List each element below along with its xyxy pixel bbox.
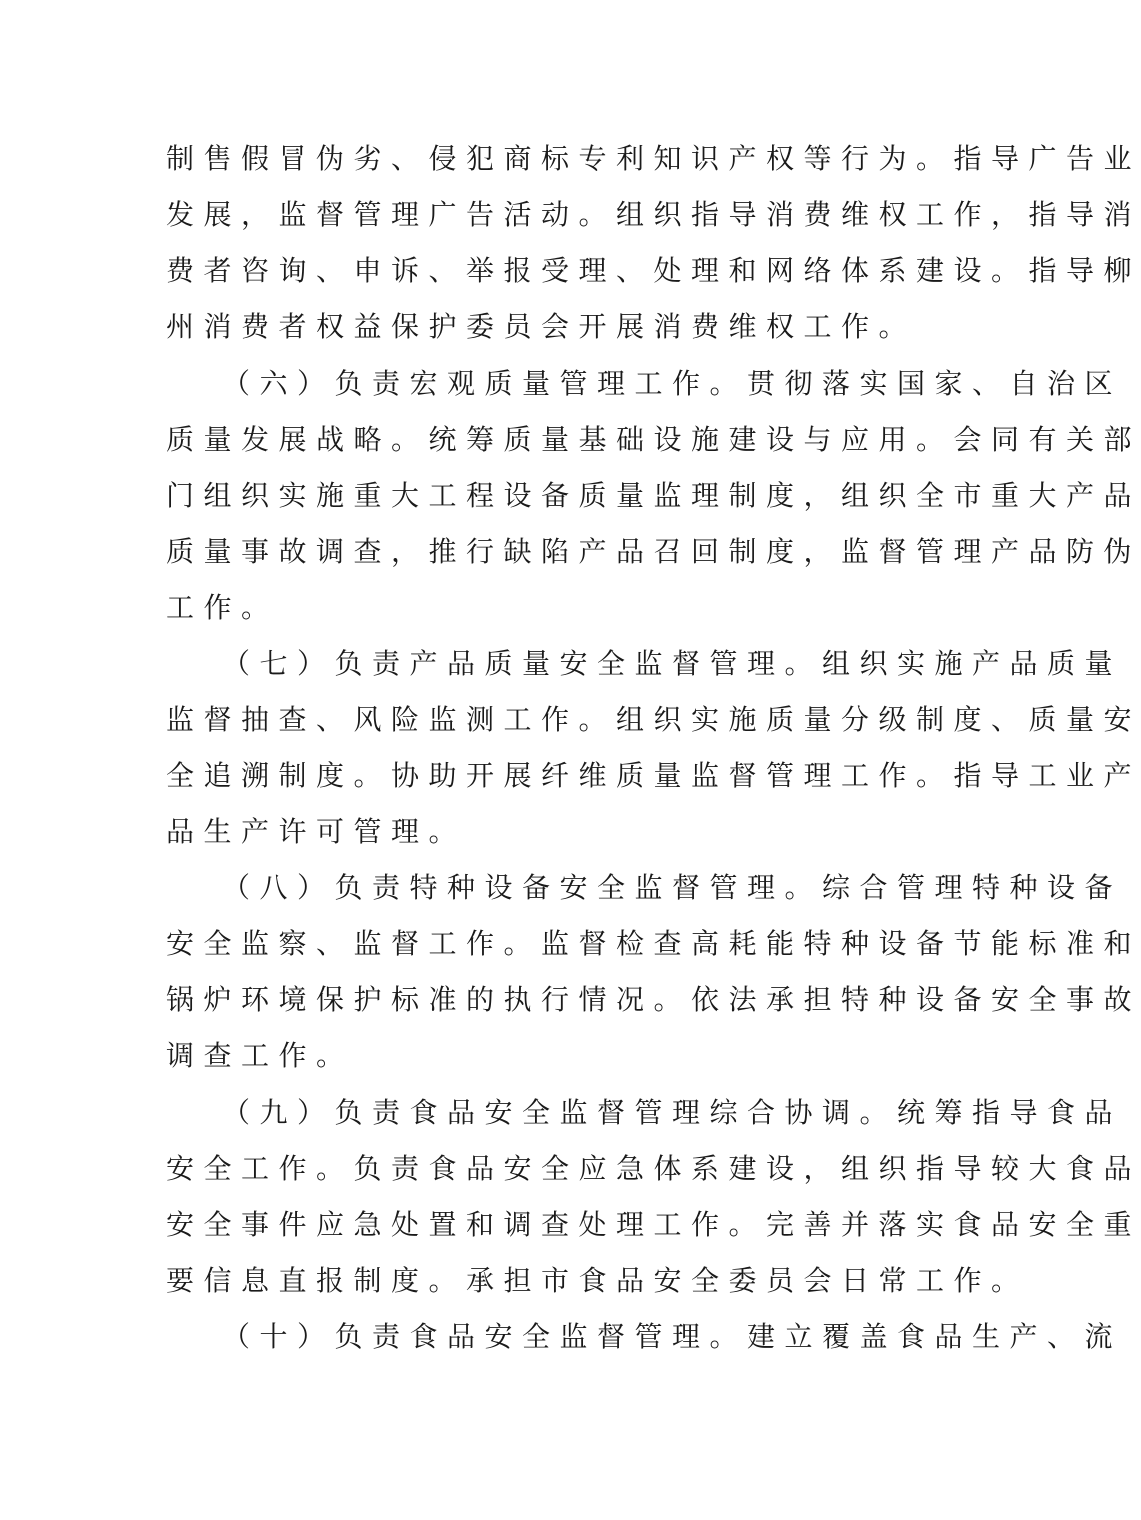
text-line: 门组织实施重大工程设备质量监理制度，组织全市重大产品 <box>166 479 1141 512</box>
text-line: 锅炉环境保护标准的执行情况。依法承担特种设备安全事故 <box>166 983 1141 1016</box>
text-line: 制售假冒伪劣、侵犯商标专利知识产权等行为。指导广告业 <box>166 142 1141 175</box>
text-line: 工作。 <box>166 591 279 624</box>
text-line: 品生产许可管理。 <box>166 815 467 848</box>
text-line: 发展，监督管理广告活动。组织指导消费维权工作，指导消 <box>166 198 1141 231</box>
text-line: 全追溯制度。协助开展纤维质量监督管理工作。指导工业产 <box>166 759 1141 792</box>
paragraph-heading-line: （六）负责宏观质量管理工作。贯彻落实国家、自治区 <box>222 367 1123 400</box>
text-line: 质量事故调查，推行缺陷产品召回制度，监督管理产品防伪 <box>166 535 1141 568</box>
text-line: 安全工作。负责食品安全应急体系建设，组织指导较大食品 <box>166 1152 1141 1185</box>
paragraph-heading-line: （八）负责特种设备安全监督管理。综合管理特种设备 <box>222 871 1123 904</box>
paragraph-heading-line: （九）负责食品安全监督管理综合协调。统筹指导食品 <box>222 1096 1123 1129</box>
paragraph-heading-line: （七）负责产品质量安全监督管理。组织实施产品质量 <box>222 647 1123 680</box>
text-line: 监督抽查、风险监测工作。组织实施质量分级制度、质量安 <box>166 703 1141 736</box>
text-line: 安全事件应急处置和调查处理工作。完善并落实食品安全重 <box>166 1208 1141 1241</box>
text-line: 质量发展战略。统筹质量基础设施建设与应用。会同有关部 <box>166 423 1141 456</box>
text-line: 安全监察、监督工作。监督检查高耗能特种设备节能标准和 <box>166 927 1141 960</box>
text-line: 州消费者权益保护委员会开展消费维权工作。 <box>166 310 917 343</box>
text-line: 费者咨询、申诉、举报受理、处理和网络体系建设。指导柳 <box>166 254 1141 287</box>
text-line: 要信息直报制度。承担市食品安全委员会日常工作。 <box>166 1264 1029 1297</box>
text-line: 调查工作。 <box>166 1039 354 1072</box>
paragraph-heading-line: （十）负责食品安全监督管理。建立覆盖食品生产、流 <box>222 1320 1123 1353</box>
